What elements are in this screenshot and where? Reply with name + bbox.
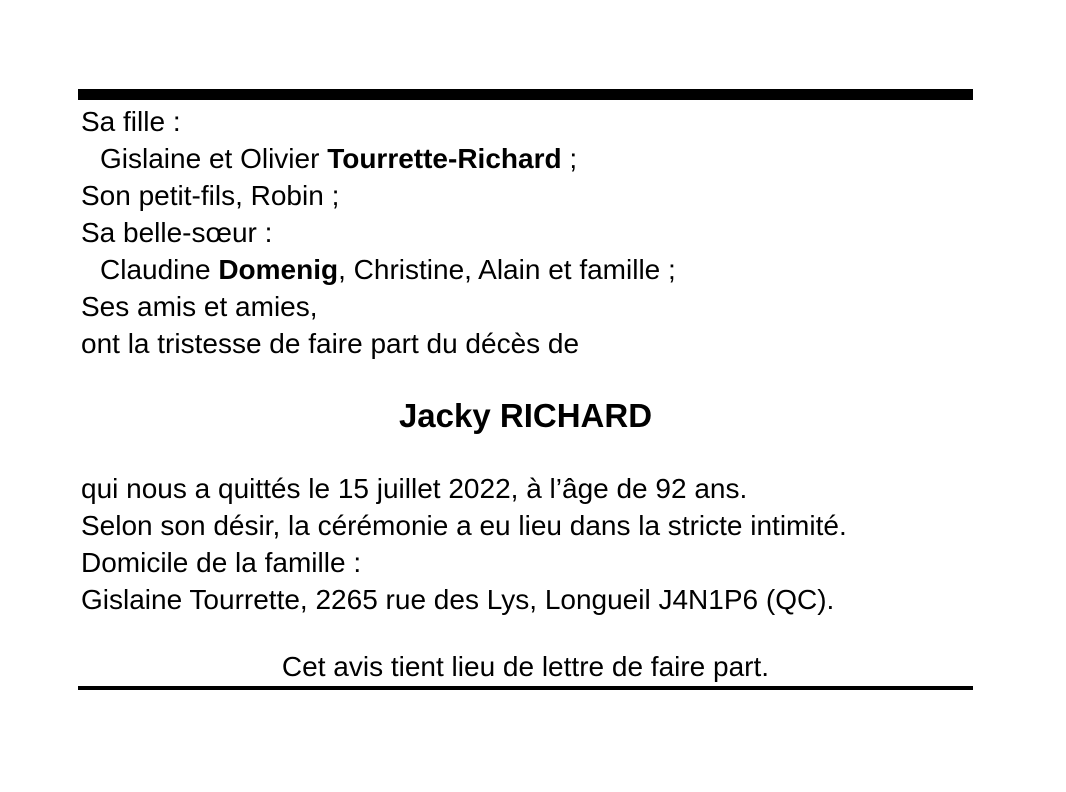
family-block: [81, 103, 971, 362]
top-rule: [78, 89, 973, 100]
surname: Domenig: [218, 254, 339, 285]
details-line: qui nous a quittés le 15 juillet 2022, à l’âge de 92 ans.: [81, 473, 748, 504]
details-line: Gislaine Tourrette, 2265 rue des Lys, Longueil J4N1P6 (QC).: [81, 584, 835, 615]
text: Claudine: [100, 254, 219, 285]
text: ;: [561, 143, 578, 174]
surname: Tourrette-Richard: [327, 143, 562, 174]
closing-note: Cet avis tient lieu de lettre de faire part.: [281, 651, 770, 682]
text: , Christine, Alain et famille ;: [338, 254, 676, 285]
family-line: [81, 140, 971, 177]
deceased-name: Jacky RICHARD: [398, 397, 653, 434]
family-line: ont la tristesse de faire part du décès de: [81, 328, 580, 359]
family-line: Sa fille :: [81, 106, 181, 137]
details-line: Selon son désir, la cérémonie a eu lieu dans la stricte intimité.: [81, 510, 847, 541]
bottom-rule: [78, 686, 973, 690]
details-block: [81, 470, 971, 618]
text: Gislaine et Olivier: [100, 143, 328, 174]
family-line: Sa belle-sœur :: [81, 217, 273, 248]
details-line: Domicile de la famille :: [81, 547, 362, 578]
family-line: Ses amis et amies,: [81, 291, 318, 322]
family-line: Son petit-fils, Robin ;: [81, 180, 340, 211]
family-line: [81, 251, 971, 288]
